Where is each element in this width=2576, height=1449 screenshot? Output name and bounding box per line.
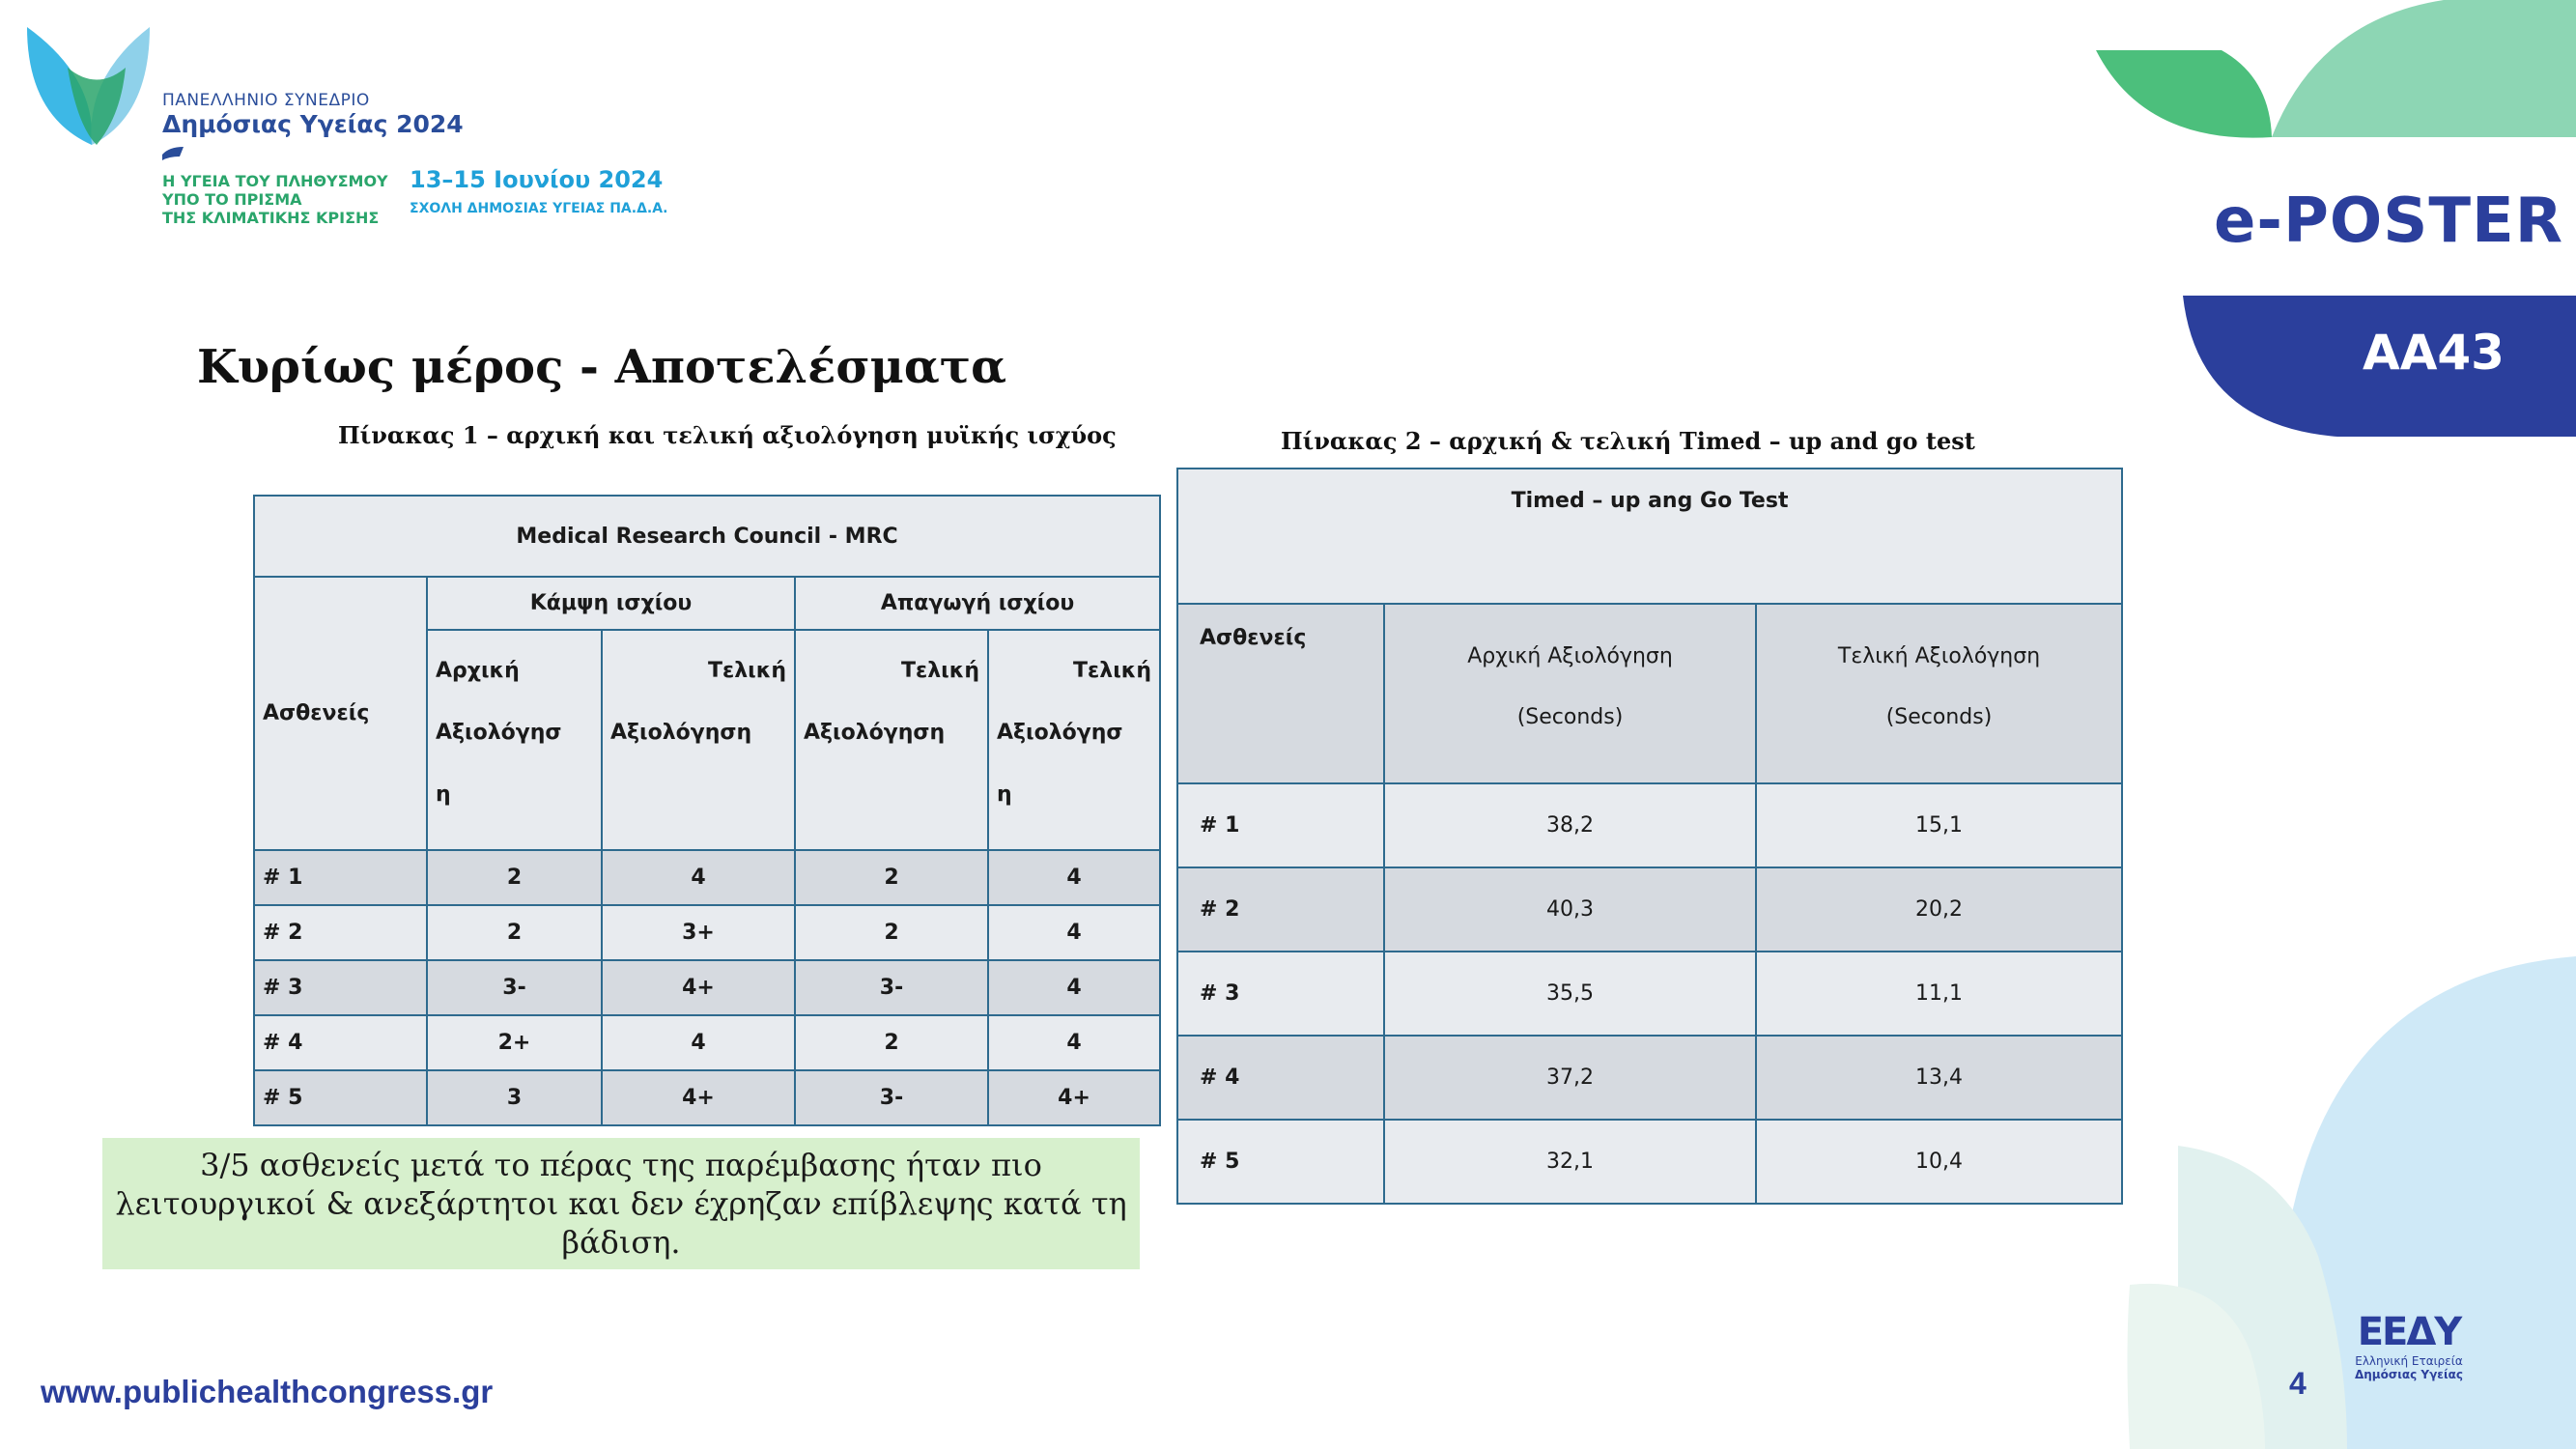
table-cell: 2: [427, 905, 602, 960]
society-logo: [2351, 1310, 2467, 1381]
table-cell: 15,1: [1756, 783, 2122, 867]
tug-table-title: Timed – up ang Go Test: [1177, 469, 2122, 604]
page-title: Κυρίως μέρος - Αποτελέσματα: [197, 340, 1007, 394]
society-logo-mark: ΕΕΔΥ: [2357, 1310, 2461, 1354]
flexion-initial-line-3: η: [436, 782, 451, 807]
flexion-final-header: [602, 630, 795, 850]
patient-id: # 3: [254, 960, 427, 1015]
abduction-final-1-line-1: Τελική: [900, 659, 979, 683]
table1-caption: Πίνακας 1 – αρχική και τελική αξιολόγηση μυϊκής ισχύος: [338, 421, 1117, 449]
patient-id: # 5: [254, 1070, 427, 1125]
abduction-final-header-2: [988, 630, 1160, 850]
hip-abduction-header: Απαγωγή ισχίου: [795, 577, 1160, 630]
mrc-table: [253, 495, 1161, 1126]
table-cell: 2: [795, 850, 988, 905]
table-cell: 13,4: [1756, 1036, 2122, 1120]
table-cell: 3: [427, 1070, 602, 1125]
table-cell: 4: [988, 1015, 1160, 1070]
table-cell: 2+: [427, 1015, 602, 1070]
eposter-label: e-POSTER: [2214, 185, 2564, 257]
tagline-line-3: ΤΗΣ ΚΛΙΜΑΤΙΚΗΣ ΚΡΙΣΗΣ: [162, 209, 380, 227]
table-row: [254, 905, 1160, 960]
final-header-line-1: Τελική Αξιολόγηση: [1837, 644, 2041, 668]
table2-caption: Πίνακας 2 – αρχική & τελική Timed – up and go test: [1281, 427, 1975, 455]
poster-code: ΑΑ43: [2363, 325, 2505, 381]
table-row: [254, 960, 1160, 1015]
abduction-final-header-1: [795, 630, 988, 850]
tug-table: [1176, 468, 2123, 1205]
results-summary: [102, 1138, 1140, 1269]
patient-id: # 4: [1177, 1036, 1384, 1120]
table-cell: 38,2: [1384, 783, 1756, 867]
table-cell: 2: [795, 905, 988, 960]
flexion-initial-header: [427, 630, 602, 850]
flexion-final-line-2: Αξιολόγηση: [610, 721, 752, 745]
table-cell: 4+: [602, 960, 795, 1015]
table-cell: 2: [795, 1015, 988, 1070]
final-header-line-2: (Seconds): [1885, 705, 1993, 729]
table-cell: 20,2: [1756, 867, 2122, 952]
congress-tagline: [162, 172, 388, 227]
table-cell: 4: [988, 850, 1160, 905]
table-cell: 3-: [427, 960, 602, 1015]
initial-header-line-1: Αρχική Αξιολόγηση: [1467, 644, 1673, 668]
patients-header: Ασθενείς: [1177, 604, 1384, 783]
society-name-line-2: Δημόσιας Υγείας: [2354, 1368, 2464, 1381]
table-row: [1177, 1036, 2122, 1120]
summary-line-1: 3/5 ασθενείς μετά το πέρας της παρέμβασης ήταν πιο: [200, 1147, 1042, 1183]
page-number: 4: [2289, 1366, 2307, 1401]
abduction-final-2-line-2: Αξιολόγησ: [997, 721, 1123, 745]
table-row: [254, 1070, 1160, 1125]
congress-small-title: ΠΑΝΕΛΛΗΝΙΟ ΣΥΝΕΔΡΙΟ: [162, 91, 370, 110]
tagline-line-1: Η ΥΓΕΙΑ ΤΟΥ ΠΛΗΘΥΣΜΟΥ: [162, 172, 388, 190]
initial-assessment-header: [1384, 604, 1756, 783]
patient-id: # 2: [254, 905, 427, 960]
society-name-line-1: Ελληνική Εταιρεία: [2355, 1354, 2463, 1368]
table-cell: 4+: [988, 1070, 1160, 1125]
table-cell: 4: [988, 960, 1160, 1015]
table-cell: 4: [988, 905, 1160, 960]
table-cell: 2: [427, 850, 602, 905]
flexion-initial-line-2: Αξιολόγησ: [436, 721, 562, 745]
table-row: [1177, 783, 2122, 867]
patient-id: # 2: [1177, 867, 1384, 952]
website-link[interactable]: www.publichealthcongress.gr: [41, 1374, 494, 1409]
summary-line-2: λειτουργικοί & ανεξάρτητοι και δεν έχρηζαν επίβλεψης κατά τη: [115, 1185, 1127, 1222]
patient-id: # 4: [254, 1015, 427, 1070]
table-cell: 3-: [795, 960, 988, 1015]
table-cell: 37,2: [1384, 1036, 1756, 1120]
patients-header: Ασθενείς: [254, 577, 427, 850]
congress-school: ΣΧΟΛΗ ΔΗΜΟΣΙΑΣ ΥΓΕΙΑΣ ΠΑ.Δ.Α.: [410, 201, 668, 216]
table-cell: 10,4: [1756, 1120, 2122, 1204]
table-cell: 35,5: [1384, 952, 1756, 1036]
patient-id: # 5: [1177, 1120, 1384, 1204]
mrc-table-title: Medical Research Council - MRC: [254, 496, 1160, 577]
table-row: [1177, 867, 2122, 952]
flexion-initial-line-1: Αρχική: [436, 659, 520, 683]
hip-flexion-header: Κάμψη ισχίου: [427, 577, 795, 630]
initial-header-line-2: (Seconds): [1516, 705, 1624, 729]
table-row: [1177, 1120, 2122, 1204]
table-cell: 40,3: [1384, 867, 1756, 952]
table-cell: 4+: [602, 1070, 795, 1125]
abduction-final-2-line-1: Τελική: [1073, 659, 1152, 683]
table-cell: 11,1: [1756, 952, 2122, 1036]
congress-dates: 13–15 Ιουνίου 2024: [410, 166, 664, 193]
patient-id: # 1: [254, 850, 427, 905]
patient-id: # 3: [1177, 952, 1384, 1036]
table-cell: 3-: [795, 1070, 988, 1125]
table-cell: 4: [602, 850, 795, 905]
final-assessment-header: [1756, 604, 2122, 783]
table-row: [1177, 952, 2122, 1036]
summary-line-3: βάδιση.: [561, 1224, 681, 1261]
table-cell: 4: [602, 1015, 795, 1070]
congress-title: Δημόσιας Υγείας 2024: [162, 110, 464, 138]
abduction-final-2-line-3: η: [997, 782, 1012, 807]
patient-id: # 1: [1177, 783, 1384, 867]
table-row: [254, 1015, 1160, 1070]
flexion-final-line-1: Τελική: [707, 659, 786, 683]
tagline-line-2: ΥΠΟ ΤΟ ΠΡΙΣΜΑ: [162, 190, 302, 209]
table-cell: 3+: [602, 905, 795, 960]
table-cell: 32,1: [1384, 1120, 1756, 1204]
abduction-final-1-line-2: Αξιολόγηση: [804, 721, 946, 745]
table-row: [254, 850, 1160, 905]
